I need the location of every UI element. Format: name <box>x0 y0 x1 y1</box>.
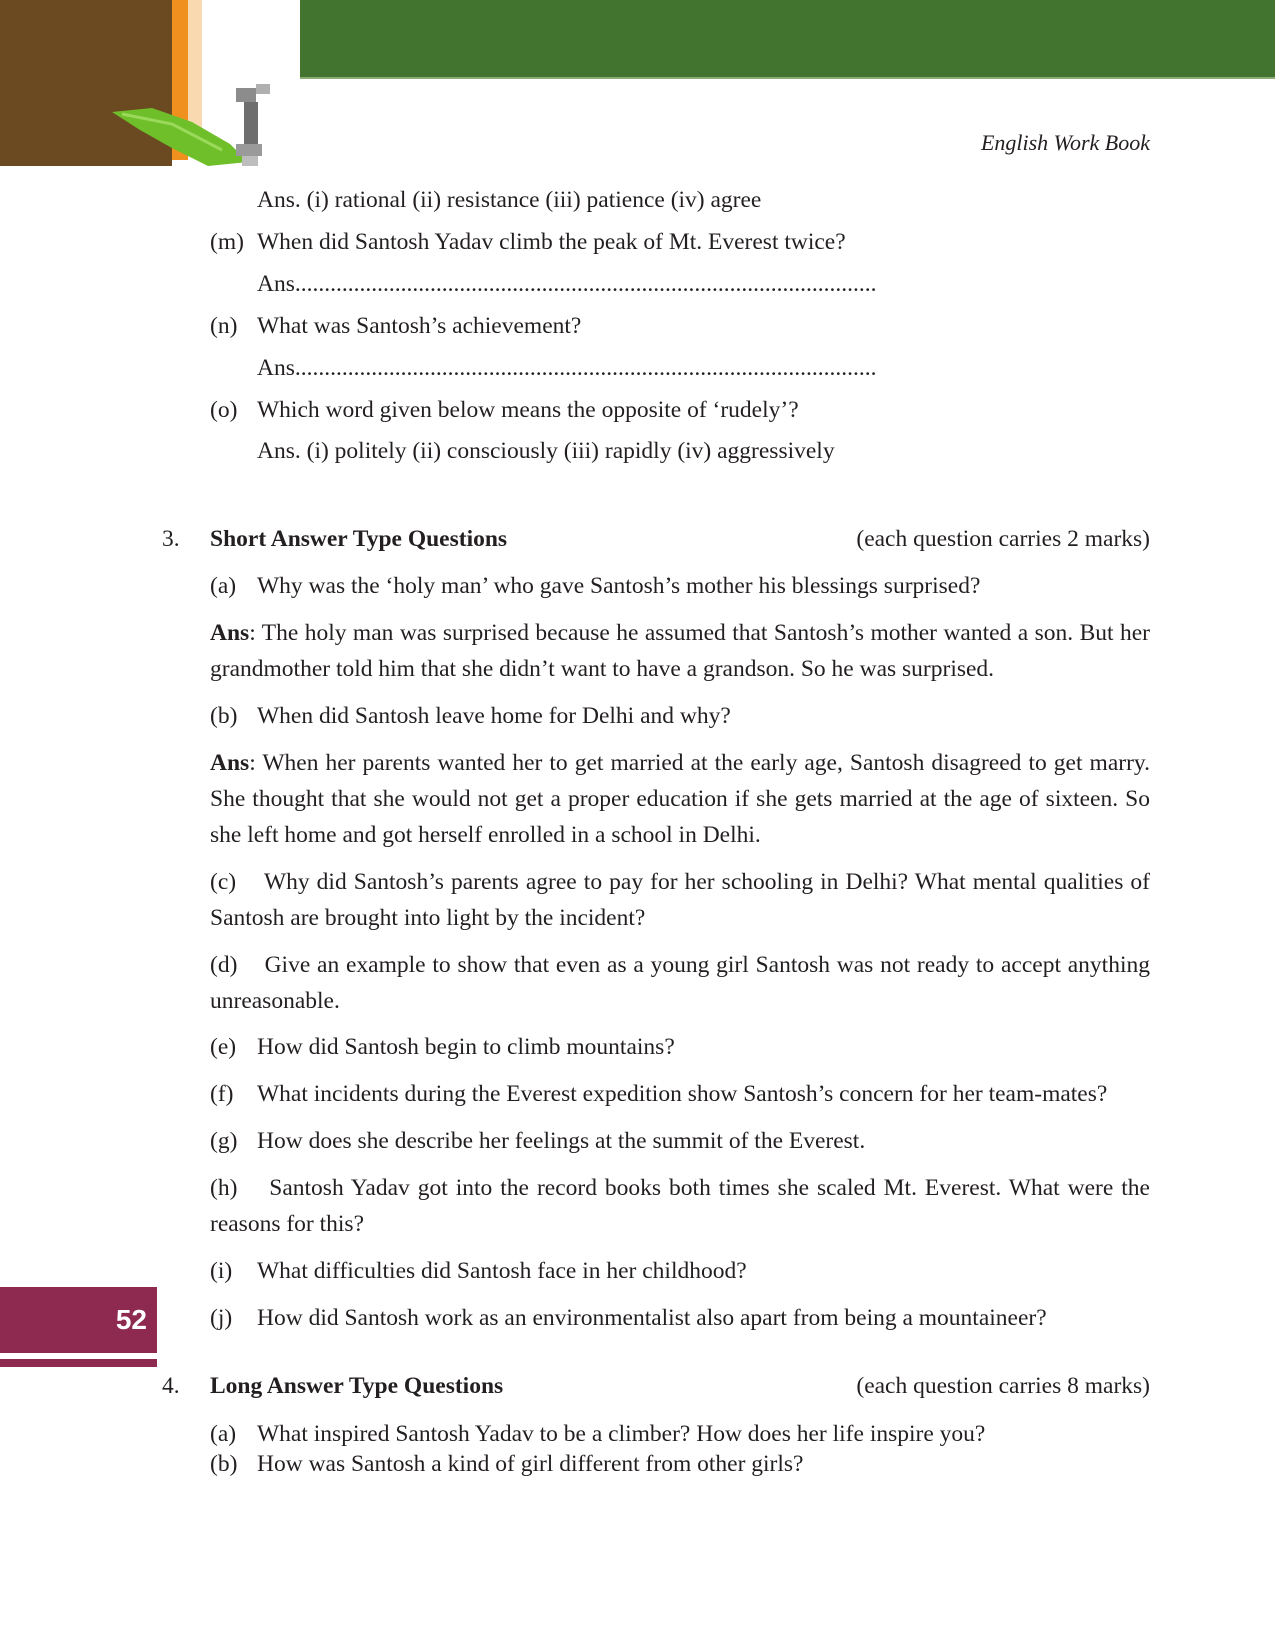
question-3b: When did Santosh leave home for Delhi and why? <box>257 703 731 729</box>
question-3d <box>210 947 1150 1019</box>
question-3h <box>210 1170 1150 1242</box>
question-4a: What inspired Santosh Yadav to be a climber? How does her life inspire you? <box>257 1421 986 1447</box>
section-3-title: Short Answer Type Questions <box>210 526 508 552</box>
answer-options-o: Ans. (i) politely (ii) consciously (iii) rapidly (iv) aggressively <box>257 438 835 464</box>
question-3a: Why was the ‘holy man’ who gave Santosh’s mother his blessings surprised? <box>257 573 981 599</box>
question-o: Which word given below means the opposite of ‘rudely’? <box>257 397 799 423</box>
question-label: (h) <box>210 1175 238 1201</box>
question-label-n: (n) <box>210 313 238 339</box>
question-label-3i: (i) <box>210 1258 233 1284</box>
answer-blank-n: Ans................................................................................................... <box>257 355 877 381</box>
answer-label: Ans <box>210 620 250 646</box>
question-n: What was Santosh’s achievement? <box>257 313 582 339</box>
page-number-tab <box>0 1287 157 1353</box>
question-label-3b: (b) <box>210 703 238 729</box>
page-tab-stripe <box>0 1359 157 1367</box>
question-label-3e: (e) <box>210 1034 237 1060</box>
answer-text: : When her parents wanted her to get married at the early age, Santosh disagreed to get marry. She thought that she would not get a proper education if she gets married at the age of sixteen. So she left home and got herself enrolled in a school in Delhi. <box>210 750 1150 848</box>
running-head: English Work Book <box>980 130 1150 155</box>
question-label-3f: (f) <box>210 1081 234 1107</box>
climber-figure-decoration <box>232 78 282 170</box>
question-text: Why did Santosh’s parents agree to pay for her schooling in Delhi? What mental qualities of Santosh are brought into light by the incident? <box>210 869 1150 931</box>
question-label-4b: (b) <box>210 1451 238 1477</box>
question-label-m: (m) <box>210 229 244 255</box>
header-green-underline <box>300 77 1275 79</box>
answer-3a <box>210 615 1150 687</box>
question-label-o: (o) <box>210 397 238 423</box>
page-number: 52 <box>115 1304 147 1335</box>
question-label-3j: (j) <box>210 1305 233 1331</box>
question-3i: What difficulties did Santosh face in her childhood? <box>257 1258 747 1284</box>
question-4b: How was Santosh a kind of girl different from other girls? <box>257 1451 804 1477</box>
section-4-title: Long Answer Type Questions <box>210 1373 504 1399</box>
question-label-3g: (g) <box>210 1128 238 1154</box>
section-3-marks: (each question carries 2 marks) <box>856 526 1150 552</box>
answer-options-l: Ans. (i) rational (ii) resistance (iii) patience (iv) agree <box>257 187 762 213</box>
question-text: Give an example to show that even as a young girl Santosh was not ready to accept anything unreasonable. <box>210 952 1150 1014</box>
question-3e: How did Santosh begin to climb mountains? <box>257 1034 675 1060</box>
question-text: Santosh Yadav got into the record books both times she scaled Mt. Everest. What were the reasons for this? <box>210 1175 1150 1237</box>
header-green-bar <box>300 0 1275 77</box>
question-3j: How did Santosh work as an environmentalist also apart from being a mountaineer? <box>257 1305 1047 1331</box>
answer-blank-m: Ans................................................................................................... <box>257 271 877 297</box>
question-label: (d) <box>210 952 238 978</box>
question-3g: How does she describe her feelings at the summit of the Everest. <box>257 1128 866 1154</box>
section-4-marks: (each question carries 8 marks) <box>856 1373 1150 1399</box>
question-label-4a: (a) <box>210 1421 237 1447</box>
question-label-3a: (a) <box>210 573 237 599</box>
section-3-number: 3. <box>162 526 180 552</box>
question-3f: What incidents during the Everest expedition show Santosh’s concern for her team-mates? <box>257 1081 1108 1107</box>
answer-text: : The holy man was surprised because he assumed that Santosh’s mother wanted a son. But her grandmother told him that she didn’t want to have a grandson. So he was surprised. <box>210 620 1150 682</box>
question-m: When did Santosh Yadav climb the peak of Mt. Everest twice? <box>257 229 846 255</box>
section-4-number: 4. <box>162 1373 180 1399</box>
answer-3b <box>210 745 1150 853</box>
question-label: (c) <box>210 869 237 895</box>
question-3c <box>210 864 1150 936</box>
leaf-decoration <box>112 104 252 174</box>
answer-label: Ans <box>210 750 250 776</box>
